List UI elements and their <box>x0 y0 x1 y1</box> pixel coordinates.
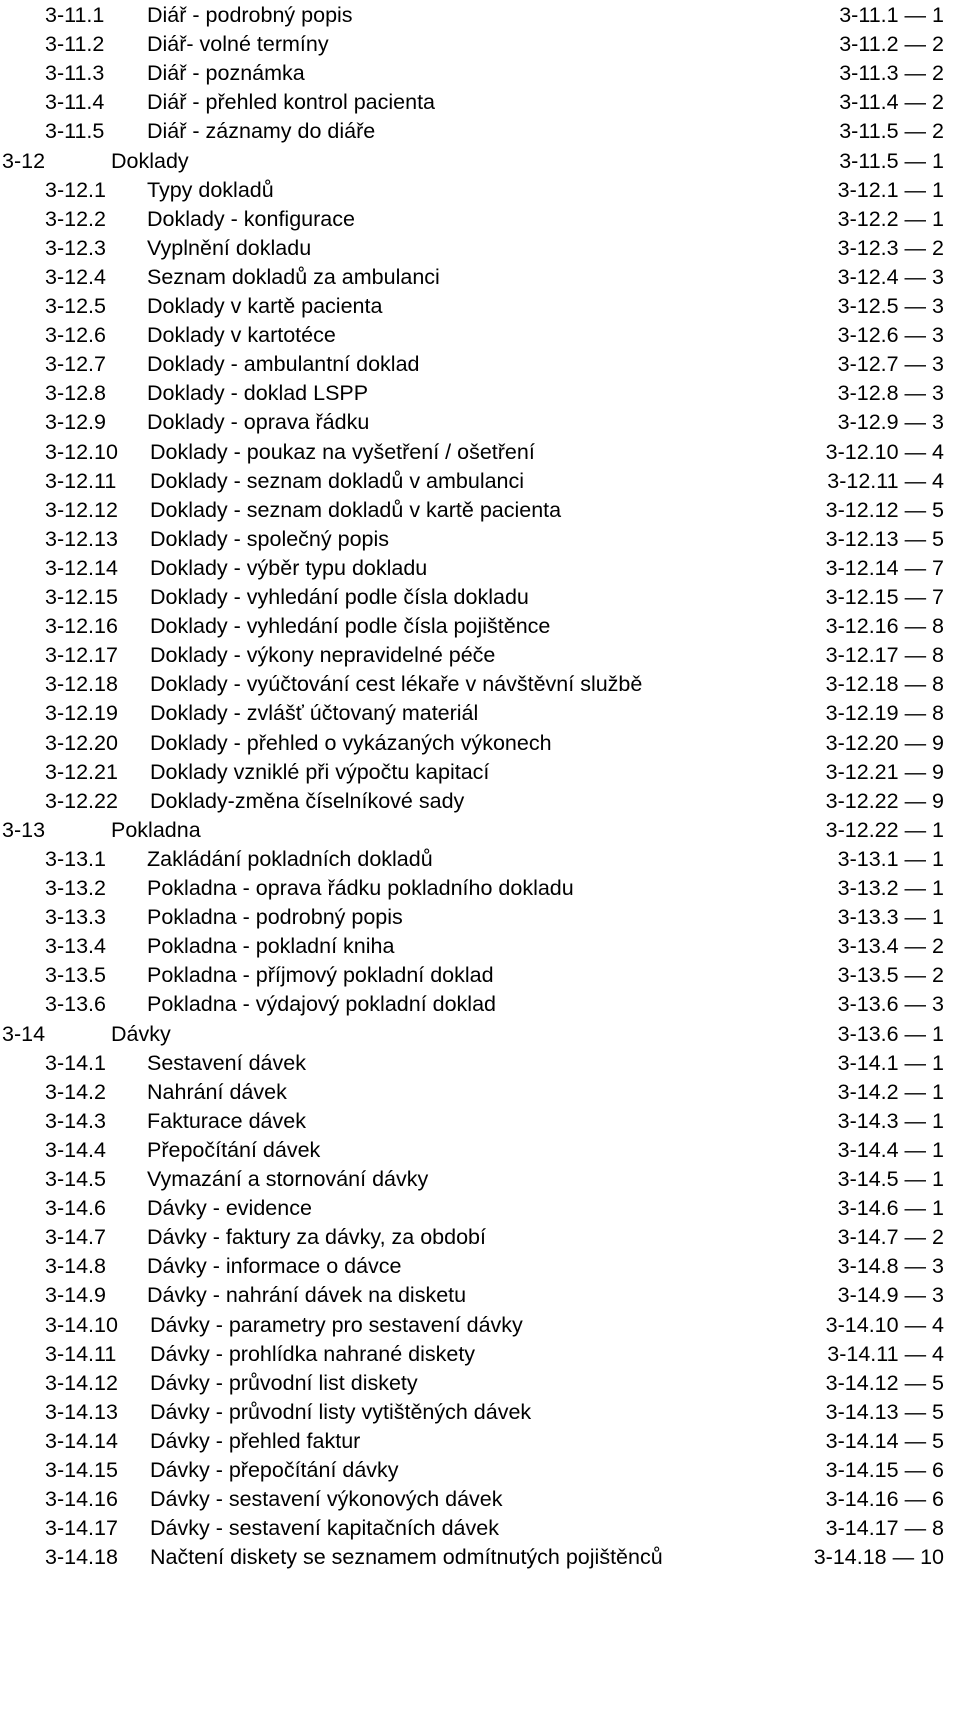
toc-entry <box>0 1047 960 1079</box>
toc-entry <box>0 348 960 380</box>
toc-entry-page: 3-14.2 — 1 <box>837 1079 944 1104</box>
toc-entry <box>0 1512 960 1544</box>
toc-entry-number: 3-12.12 <box>45 497 118 522</box>
toc-entry-title: Diář - podrobný popis <box>147 3 353 27</box>
toc-entry-number: 3-14.17 <box>45 1516 118 1541</box>
toc-entry <box>0 959 960 991</box>
toc-entry <box>0 174 960 206</box>
toc-entry <box>0 1192 960 1224</box>
toc-entry-number: 3-12.17 <box>45 643 118 668</box>
toc-entry-page: 3-12.16 — 8 <box>825 614 944 639</box>
toc-entry-page: 3-12.15 — 7 <box>825 585 944 609</box>
toc-entry-page: 3-14.16 — 6 <box>825 1487 944 1512</box>
toc-entry-page: 3-13.6 — 3 <box>837 992 944 1017</box>
toc-entry-title: Doklady - vyúčtování cest lékaře v návštěvní službě <box>150 672 643 697</box>
toc-entry-page: 3-13.3 — 1 <box>837 905 944 930</box>
toc-entry-page: 3-14.9 — 3 <box>837 1283 944 1308</box>
toc-entry-page: 3-11.3 — 2 <box>839 61 944 86</box>
toc-entry-page: 3-12.2 — 1 <box>837 206 944 231</box>
toc-entry <box>0 1425 960 1457</box>
toc-entry-number: 3-12.2 <box>45 206 106 231</box>
toc-entry <box>0 261 960 293</box>
toc-entry <box>0 727 960 759</box>
toc-entry-page: 3-13.1 — 1 <box>837 846 944 871</box>
toc-entry <box>0 1221 960 1253</box>
toc-entry-title: Doklady - doklad LSPP <box>147 381 369 406</box>
toc-entry-title: Dávky - průvodní listy vytištěných dávek <box>150 1399 532 1424</box>
toc-entry-number: 3-11.1 <box>45 3 105 27</box>
toc-entry-page: 3-12.6 — 3 <box>837 323 944 348</box>
toc-entry-number: 3-14.8 <box>45 1254 106 1279</box>
toc-entry-title: Doklady - vyhledání podle čísla dokladu <box>150 585 529 609</box>
toc-entry <box>0 581 960 613</box>
toc-entry-title: Diář - poznámka <box>147 61 305 86</box>
toc-entry-page: 3-11.5 — 2 <box>839 119 944 144</box>
toc-entry-page: 3-14.17 — 8 <box>825 1516 944 1541</box>
toc-entry-page: 3-14.3 — 1 <box>837 1108 944 1133</box>
toc-entry <box>0 1134 960 1166</box>
toc-entry-page: 3-13.6 — 1 <box>837 1021 944 1046</box>
toc-entry-title: Seznam dokladů za ambulanci <box>147 264 440 289</box>
toc-chapter-entry <box>0 1018 960 1050</box>
toc-entry-page: 3-12.12 — 5 <box>825 497 944 522</box>
toc-entry-number: 3-12.18 <box>45 672 118 697</box>
toc-entry-number: 3-14.4 <box>45 1137 106 1162</box>
toc-entry-number: 3-12.16 <box>45 614 118 639</box>
toc-entry-number: 3-14.14 <box>45 1428 118 1453</box>
toc-entry-title: Doklady - výběr typu dokladu <box>150 555 428 580</box>
toc-entry-title: Pokladna - pokladní kniha <box>147 934 395 959</box>
toc-entry <box>0 28 960 60</box>
toc-entry <box>0 697 960 729</box>
toc-entry-title: Doklady - poukaz na vyšetření / ošetření <box>150 439 535 464</box>
toc-entry <box>0 1541 960 1573</box>
toc-entry-page: 3-11.4 — 2 <box>839 90 944 115</box>
toc-entry <box>0 901 960 933</box>
toc-entry-title: Doklady - ambulantní doklad <box>147 352 420 377</box>
toc-entry <box>0 1338 960 1370</box>
toc-entry <box>0 756 960 788</box>
toc-entry-number: 3-14.1 <box>45 1050 106 1075</box>
toc-entry-number: 3-14.3 <box>45 1108 106 1133</box>
toc-entry-number: 3-12 <box>2 148 46 173</box>
toc-chapter-entry <box>0 814 960 846</box>
toc-entry <box>0 319 960 351</box>
toc-entry-title: Typy dokladů <box>147 177 274 202</box>
toc-entry-page: 3-14.1 — 1 <box>837 1050 944 1075</box>
toc-entry-title: Doklady-změna číselníkové sady <box>150 788 465 813</box>
toc-entry-title: Dávky - prohlídka nahrané diskety <box>150 1341 476 1366</box>
toc-entry-number: 3-14.12 <box>45 1370 118 1395</box>
toc-entry-title: Doklady v kartotéce <box>147 323 336 348</box>
toc-entry <box>0 1250 960 1282</box>
toc-entry-page: 3-12.21 — 9 <box>825 759 944 784</box>
toc-entry-title: Sestavení dávek <box>147 1050 306 1075</box>
toc-entry-page: 3-14.7 — 2 <box>837 1225 944 1250</box>
toc-entry-page: 3-14.6 — 1 <box>837 1196 944 1221</box>
toc-entry <box>0 610 960 642</box>
toc-entry-number: 3-11.5 <box>45 119 105 144</box>
toc-entry-title: Doklady - přehled o vykázaných výkonech <box>150 730 552 755</box>
toc-entry-number: 3-12.9 <box>45 410 106 435</box>
toc-entry-number: 3-12.7 <box>45 352 106 377</box>
toc-entry-title: Dávky - přepočítání dávky <box>150 1458 399 1482</box>
toc-entry-title: Dávky - informace o dávce <box>147 1254 402 1279</box>
toc-entry-number: 3-11.2 <box>45 32 105 57</box>
toc-entry-title: Doklady - konfigurace <box>147 206 355 231</box>
toc-entry-number: 3-12.13 <box>45 526 118 551</box>
toc-entry-number: 3-14.6 <box>45 1196 106 1221</box>
toc-entry-number: 3-12.19 <box>45 701 118 726</box>
toc-entry-page: 3-14.13 — 5 <box>825 1399 944 1424</box>
toc-entry-number: 3-14.2 <box>45 1079 106 1104</box>
toc-entry-title: Doklady - zvlášť účtovaný materiál <box>150 701 479 726</box>
toc-entry-number: 3-14.5 <box>45 1167 106 1191</box>
toc-entry-number: 3-12.1 <box>45 177 106 202</box>
toc-entry-number: 3-12.10 <box>45 439 118 464</box>
toc-entry-page: 3-12.22 — 1 <box>825 817 944 842</box>
toc-entry-page: 3-13.2 — 1 <box>837 876 944 900</box>
toc-entry <box>0 930 960 962</box>
toc-entry <box>0 843 960 875</box>
toc-entry-number: 3-14.15 <box>45 1458 118 1482</box>
toc-entry-page: 3-14.8 — 3 <box>837 1254 944 1279</box>
toc-entry-page: 3-11.1 — 1 <box>839 3 944 27</box>
toc-entry-page: 3-12.22 — 9 <box>825 788 944 813</box>
toc-entry-title: Doklady - oprava řádku <box>147 410 370 435</box>
toc-entry-page: 3-12.11 — 4 <box>827 468 944 493</box>
toc-entry <box>0 1454 960 1486</box>
toc-entry-number: 3-12.6 <box>45 323 106 348</box>
toc-entry-page: 3-14.14 — 5 <box>825 1428 944 1453</box>
toc-entry <box>0 988 960 1020</box>
toc-entry-number: 3-12.22 <box>45 788 118 813</box>
toc-entry-title: Doklady - seznam dokladů v ambulanci <box>150 468 525 493</box>
toc-entry-number: 3-14 <box>2 1021 46 1046</box>
toc-entry-number: 3-14.18 <box>45 1545 118 1570</box>
toc-entry-page: 3-14.18 — 10 <box>813 1545 944 1570</box>
toc-entry-number: 3-12.15 <box>45 585 118 609</box>
toc-entry-number: 3-12.21 <box>45 759 118 784</box>
toc-entry <box>0 465 960 497</box>
toc-entry-title: Doklady - seznam dokladů v kartě pacienta <box>150 497 562 522</box>
toc-entry-page: 3-12.8 — 3 <box>837 381 944 406</box>
toc-entry-page: 3-14.11 — 4 <box>827 1341 944 1366</box>
toc-entry-number: 3-14.10 <box>45 1312 118 1337</box>
toc-entry-page: 3-14.4 — 1 <box>837 1137 944 1162</box>
toc-entry-number: 3-14.9 <box>45 1283 106 1308</box>
toc-entry <box>0 436 960 468</box>
toc-entry-title: Diář - přehled kontrol pacienta <box>147 90 436 115</box>
toc-entry-number: 3-12.4 <box>45 264 106 289</box>
toc-entry-title: Dávky - parametry pro sestavení dávky <box>150 1312 523 1337</box>
toc-entry-number: 3-11.3 <box>45 61 105 86</box>
toc-entry-title: Pokladna - výdajový pokladní doklad <box>147 992 496 1017</box>
toc-entry-page: 3-12.10 — 4 <box>825 439 944 464</box>
toc-entry-page: 3-14.15 — 6 <box>825 1458 944 1482</box>
toc-entry-page: 3-13.4 — 2 <box>837 934 944 959</box>
toc-entry-page: 3-12.9 — 3 <box>837 410 944 435</box>
toc-entry <box>0 232 960 264</box>
toc-entry-page: 3-12.14 — 7 <box>825 555 944 580</box>
toc-entry <box>0 1483 960 1515</box>
toc-entry-page: 3-12.17 — 8 <box>825 643 944 668</box>
toc-entry-number: 3-13.3 <box>45 905 106 930</box>
toc-entry-title: Doklady - společný popis <box>150 526 390 551</box>
toc-entry-number: 3-14.13 <box>45 1399 118 1424</box>
toc-entry <box>0 1309 960 1341</box>
toc-entry-title: Diář - záznamy do diáře <box>147 119 376 144</box>
toc-entry <box>0 377 960 409</box>
toc-entry-page: 3-12.20 — 9 <box>825 730 944 755</box>
toc-entry-title: Zakládání pokladních dokladů <box>147 846 433 871</box>
toc-entry <box>0 1279 960 1311</box>
toc-entry-title: Fakturace dávek <box>147 1108 306 1133</box>
toc-entry-title: Doklady - vyhledání podle čísla pojištěnce <box>150 614 551 639</box>
toc-entry-page: 3-14.12 — 5 <box>825 1370 944 1395</box>
toc-entry <box>0 0 960 31</box>
toc-entry <box>0 523 960 555</box>
toc-entry-number: 3-12.5 <box>45 294 106 318</box>
toc-entry-title: Doklady v kartě pacienta <box>147 294 383 318</box>
toc-entry-page: 3-14.10 — 4 <box>825 1312 944 1337</box>
toc-entry-number: 3-13 <box>2 817 46 842</box>
toc-entry-title: Vymazání a stornování dávky <box>147 1167 429 1191</box>
toc-entry <box>0 406 960 438</box>
toc-entry-page: 3-12.7 — 3 <box>837 352 944 377</box>
toc-entry-title: Přepočítání dávek <box>147 1137 321 1162</box>
toc-entry-title: Diář- volné termíny <box>147 32 329 57</box>
toc-entry <box>0 872 960 904</box>
toc-entry-title: Dávky - průvodní list diskety <box>150 1370 418 1395</box>
toc-entry-title: Pokladna <box>111 817 201 842</box>
toc-entry-title: Dávky - sestavení výkonových dávek <box>150 1487 503 1512</box>
toc-entry <box>0 57 960 89</box>
toc-entry-title: Vyplnění dokladu <box>147 235 312 260</box>
toc-entry <box>0 86 960 118</box>
toc-entry-title: Nahrání dávek <box>147 1079 287 1104</box>
toc-entry <box>0 668 960 700</box>
toc-entry-title: Načtení diskety se seznamem odmítnutých pojištěnců <box>150 1545 663 1570</box>
toc-entry-page: 3-12.19 — 8 <box>825 701 944 726</box>
toc-entry-page: 3-13.5 — 2 <box>837 963 944 988</box>
toc-entry-title: Doklady vzniklé při výpočtu kapitací <box>150 759 490 784</box>
toc-entry-page: 3-12.5 — 3 <box>837 294 944 318</box>
toc-entry-title: Dávky - nahrání dávek na disketu <box>147 1283 467 1308</box>
toc-entry-number: 3-12.11 <box>45 468 117 493</box>
toc-entry-title: Doklady - výkony nepravidelné péče <box>150 643 496 668</box>
toc-entry-number: 3-11.4 <box>45 90 105 115</box>
toc-entry-title: Dávky - evidence <box>147 1196 312 1221</box>
toc-entry <box>0 494 960 526</box>
toc-entry <box>0 1367 960 1399</box>
toc-entry-title: Dávky - sestavení kapitačních dávek <box>150 1516 499 1541</box>
toc-entry <box>0 115 960 147</box>
toc-chapter-entry <box>0 145 960 177</box>
toc-entry <box>0 552 960 584</box>
toc-entry-number: 3-14.7 <box>45 1225 106 1250</box>
toc-entry-number: 3-14.16 <box>45 1487 118 1512</box>
toc-entry-number: 3-12.14 <box>45 555 118 580</box>
toc-entry-page: 3-12.4 — 3 <box>837 264 944 289</box>
toc-entry <box>0 1076 960 1108</box>
toc-entry-title: Pokladna - podrobný popis <box>147 905 403 930</box>
toc-entry-number: 3-13.1 <box>45 846 106 871</box>
toc-entry-number: 3-13.4 <box>45 934 106 959</box>
toc-entry-title: Dávky <box>111 1021 171 1046</box>
toc-entry-number: 3-12.3 <box>45 235 106 260</box>
toc-entry <box>0 639 960 671</box>
toc-entry-page: 3-11.5 — 1 <box>839 148 944 173</box>
toc-entry-page: 3-12.3 — 2 <box>837 235 944 260</box>
toc-entry <box>0 785 960 817</box>
toc-entry-title: Doklady <box>111 148 189 173</box>
toc-entry <box>0 1163 960 1195</box>
toc-entry-number: 3-13.5 <box>45 963 106 988</box>
toc-entry-number: 3-13.6 <box>45 992 106 1017</box>
toc-entry-title: Dávky - přehled faktur <box>150 1428 361 1453</box>
toc-entry-page: 3-12.18 — 8 <box>825 672 944 697</box>
toc-entry-number: 3-13.2 <box>45 876 106 900</box>
toc-entry-number: 3-14.11 <box>45 1341 117 1366</box>
toc-entry-number: 3-12.8 <box>45 381 106 406</box>
toc-entry-number: 3-12.20 <box>45 730 118 755</box>
toc-entry-page: 3-12.13 — 5 <box>825 526 944 551</box>
toc-entry-page: 3-11.2 — 2 <box>839 32 944 57</box>
toc-entry <box>0 203 960 235</box>
toc-entry <box>0 290 960 322</box>
toc-entry-title: Pokladna - příjmový pokladní doklad <box>147 963 494 988</box>
toc-entry <box>0 1105 960 1137</box>
toc-entry-page: 3-14.5 — 1 <box>837 1167 944 1191</box>
toc-entry <box>0 1396 960 1428</box>
toc-entry-title: Dávky - faktury za dávky, za období <box>147 1225 486 1250</box>
toc-entry-title: Pokladna - oprava řádku pokladního dokladu <box>147 876 574 900</box>
toc-entry-page: 3-12.1 — 1 <box>837 177 944 202</box>
